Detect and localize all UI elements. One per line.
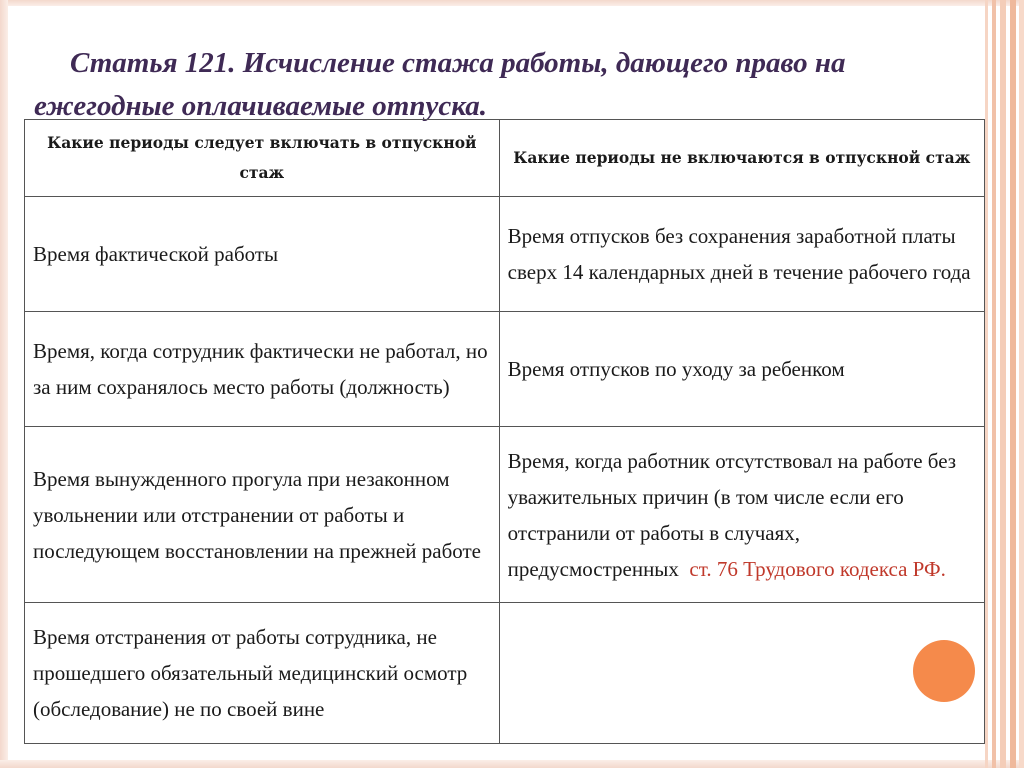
decorative-orange-circle [913, 640, 975, 702]
frame-top-border [0, 0, 1024, 6]
table-row [25, 603, 985, 744]
cell-included: Время вынужденного прогула при незаконном увольнении или отстранении от работы и последующем восстановлении на прежней работе [25, 427, 500, 603]
frame-stripe [985, 0, 988, 768]
cell-excluded-text: Время, когда работник отсутствовал на работе без уважительных причин (в том числе если его отстранили от работы в случаях, предусмостренных [507, 448, 957, 581]
cell-included: Время, когда сотрудник фактически не работал, но за ним сохранялось место работы (должность) [25, 312, 500, 427]
frame-left-border [0, 0, 8, 768]
slide-title: Статья 121. Исчисление стажа работы, дающего право на ежегодные оплачиваемые отпуска. [34, 47, 846, 122]
frame-stripe [1000, 0, 1006, 768]
cell-excluded [499, 603, 984, 744]
cell-excluded: Время отпусков без сохранения заработной платы сверх 14 календарных дней в течение рабочего года [499, 197, 984, 312]
table-header-row [25, 120, 985, 197]
table-row [25, 197, 985, 312]
header-excluded: Какие периоды не включаются в отпускной стаж [499, 120, 984, 197]
table-row [25, 312, 985, 427]
labor-code-link[interactable]: ст. 76 Трудового кодекса РФ. [689, 556, 946, 581]
cell-included: Время фактической работы [25, 197, 500, 312]
cell-included: Время отстранения от работы сотрудника, не прошедшего обязательный медицинский осмотр (обследование) не по своей вине [25, 603, 500, 744]
frame-right-stripes [980, 0, 1024, 768]
table-row [25, 427, 985, 603]
header-included: Какие периоды следует включать в отпускной стаж [25, 120, 500, 197]
cell-excluded: Время отпусков по уходу за ребенком [499, 312, 984, 427]
periods-table [24, 119, 985, 744]
cell-excluded [499, 427, 984, 603]
frame-stripe [1019, 0, 1024, 768]
frame-stripe [1010, 0, 1016, 768]
frame-stripe [992, 0, 996, 768]
frame-bottom-border [0, 760, 1024, 768]
